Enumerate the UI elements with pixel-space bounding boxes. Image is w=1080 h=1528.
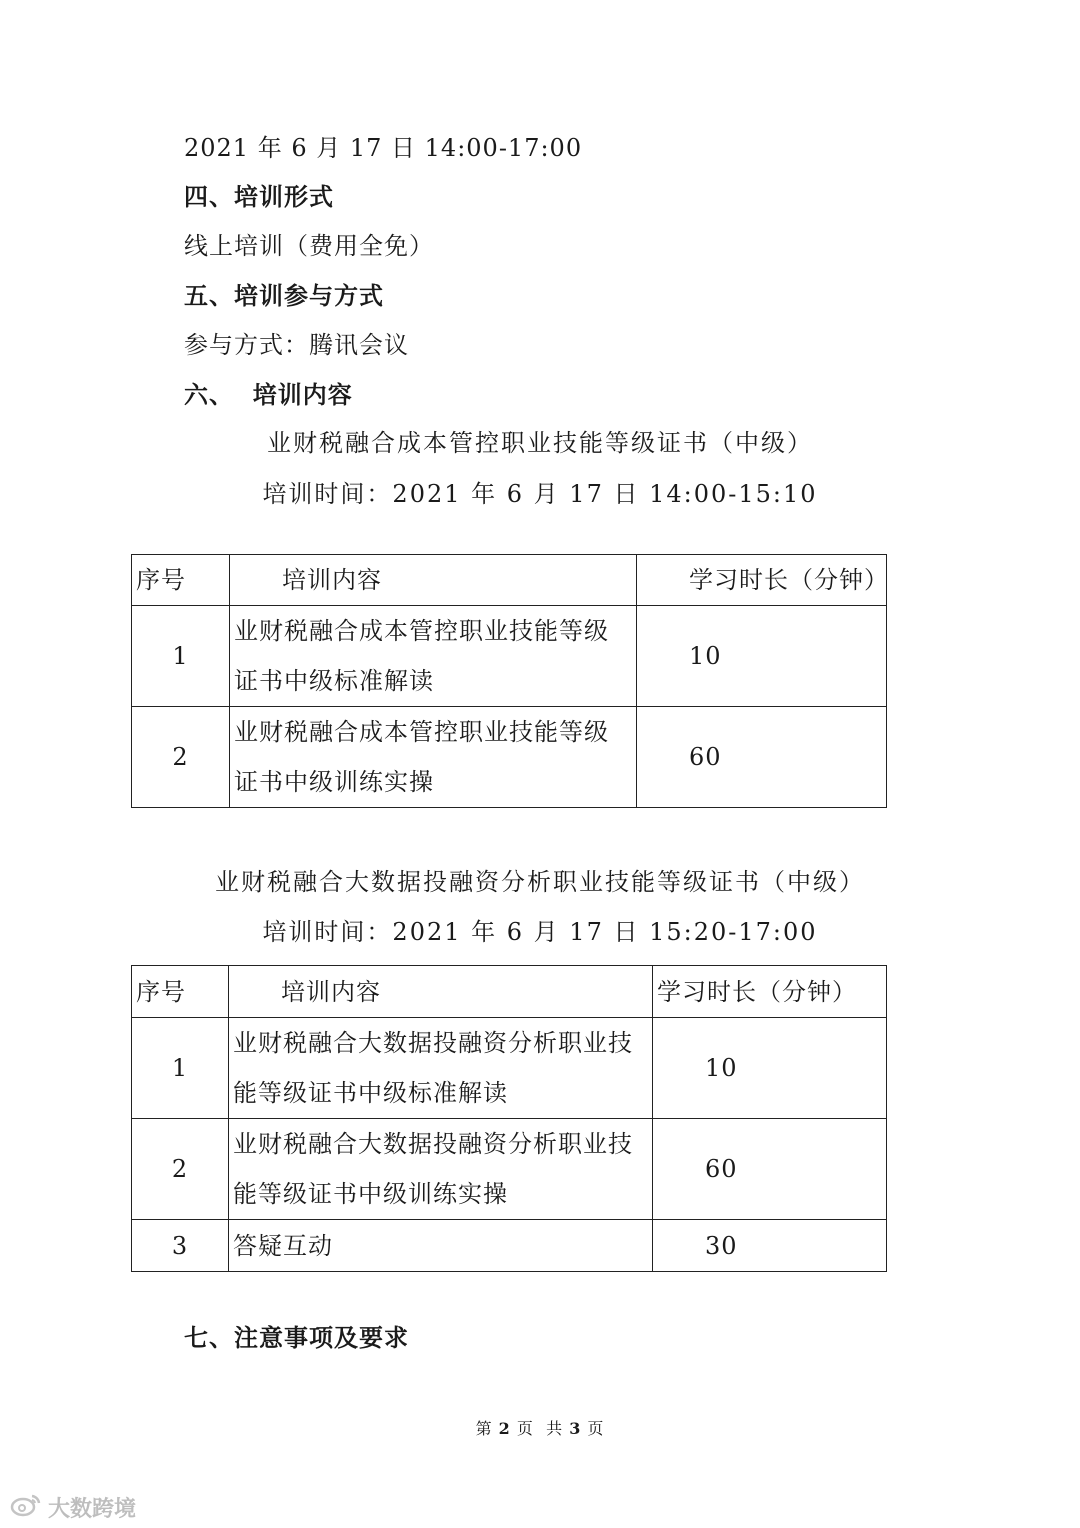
header-duration: 学习时长（分钟）	[653, 966, 887, 1018]
row-no: 1	[132, 1018, 229, 1119]
footer-middle: 页 共	[516, 1419, 564, 1438]
table2-title: 业财税融合大数据投融资分析职业技能等级证书（中级）	[215, 868, 865, 896]
header-no: 序号	[132, 555, 230, 606]
row-no: 2	[132, 1119, 229, 1220]
row-content-line: 证书中级训练实操	[234, 768, 434, 796]
row-duration: 60	[653, 1119, 887, 1220]
header-content: 培训内容	[230, 555, 637, 606]
participation-text: 参与方式：腾讯会议	[184, 331, 409, 359]
footer-total-pages: 3	[569, 1419, 582, 1438]
row-content-line: 业财税融合成本管控职业技能等级	[234, 718, 609, 746]
table1-time: 培训时间：2021 年 6 月 17 日 14:00-15:10	[262, 480, 818, 508]
header-no: 序号	[132, 966, 229, 1018]
row-duration: 60	[637, 707, 887, 808]
row-content-line: 业财税融合大数据投融资分析职业技	[233, 1029, 633, 1057]
footer-suffix: 页	[587, 1419, 605, 1438]
table2	[131, 965, 887, 1272]
row-content	[229, 1119, 653, 1220]
header-duration: 学习时长（分钟）	[637, 555, 887, 606]
table2-time: 培训时间：2021 年 6 月 17 日 15:20-17:00	[262, 918, 818, 946]
table1	[131, 554, 887, 808]
row-no: 2	[132, 707, 230, 808]
row-no: 3	[132, 1220, 229, 1272]
table-header-row	[132, 966, 887, 1018]
section-heading-form: 四、培训形式	[184, 183, 334, 211]
row-content-line: 能等级证书中级训练实操	[233, 1180, 508, 1208]
training-time: 2021 年 6 月 17 日 14:00-17:00	[184, 134, 583, 162]
row-content-line: 业财税融合成本管控职业技能等级	[234, 617, 609, 645]
row-content	[230, 606, 637, 707]
watermark	[10, 1492, 136, 1523]
table-row	[132, 1220, 887, 1272]
table-header-row	[132, 555, 887, 606]
section-heading-notes: 七、注意事项及要求	[184, 1324, 409, 1352]
row-duration: 10	[653, 1018, 887, 1119]
row-content-line: 能等级证书中级标准解读	[233, 1079, 508, 1107]
row-content-line: 业财税融合大数据投融资分析职业技	[233, 1130, 633, 1158]
row-duration: 10	[637, 606, 887, 707]
row-duration: 30	[653, 1220, 887, 1272]
training-form-text: 线上培训（费用全免）	[184, 232, 434, 260]
table-row	[132, 707, 887, 808]
page-footer	[0, 1416, 1080, 1439]
table1-title: 业财税融合成本管控职业技能等级证书（中级）	[267, 429, 813, 457]
table-row	[132, 1119, 887, 1220]
footer-prefix: 第	[475, 1419, 493, 1438]
row-content	[230, 707, 637, 808]
row-content	[229, 1018, 653, 1119]
table-row	[132, 1018, 887, 1119]
weibo-logo-icon	[10, 1493, 42, 1523]
row-content	[229, 1220, 653, 1272]
section-heading-participation: 五、培训参与方式	[184, 282, 384, 310]
header-content: 培训内容	[229, 966, 653, 1018]
watermark-text: 大数跨境	[48, 1497, 137, 1522]
table-row	[132, 606, 887, 707]
footer-page-number: 2	[498, 1419, 511, 1438]
row-no: 1	[132, 606, 230, 707]
section-heading-content: 六、 培训内容	[184, 381, 353, 409]
row-content-line: 答疑互动	[233, 1231, 333, 1260]
row-content-line: 证书中级标准解读	[234, 667, 434, 695]
